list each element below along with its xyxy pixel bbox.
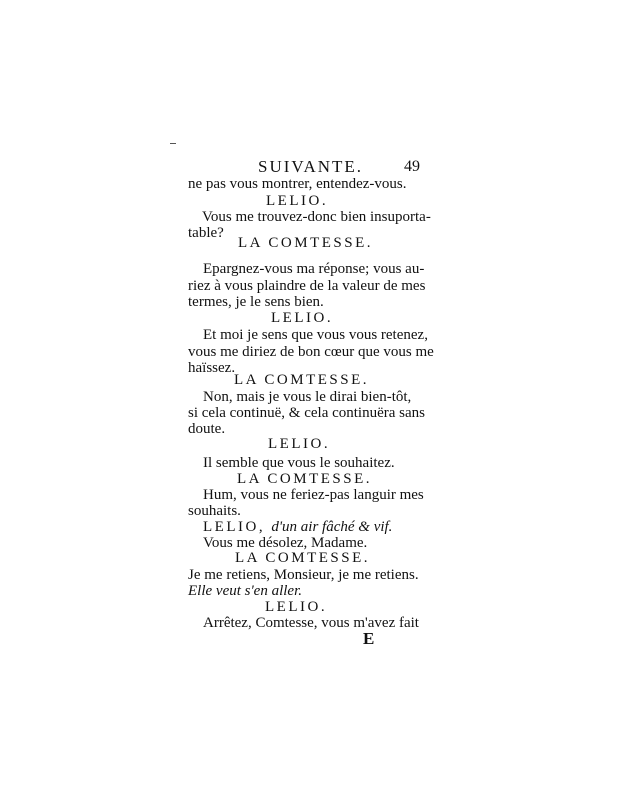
text-line: riez à vous plaindre de la valeur de mes [188,278,426,294]
text-line: ne pas vous montrer, entendez-vous. [188,176,407,192]
stage-direction: d'un air fâché & vif. [271,519,393,535]
speaker-name: LELIO. [268,436,331,452]
text-line: Hum, vous ne feriez-pas languir mes [203,487,424,503]
speaker-name: LELIO. [265,599,328,615]
margin-mark [170,143,176,144]
speaker-name: LELIO, [203,519,272,535]
text-line: vous me diriez de bon cœur que vous me [188,344,434,360]
running-head: SUIVANTE. [258,157,364,176]
text-line: Epargnez-vous ma réponse; vous au- [203,261,425,277]
text-line: Non, mais je vous le dirai bien-tôt, [203,389,412,405]
speaker-name: LELIO. [271,310,334,326]
text-line: Je me retiens, Monsieur, je me retiens. [188,567,419,583]
signature-mark: E [363,629,375,648]
text-line: Vous me désolez, Madame. [203,535,368,551]
speaker-name: LA COMTESSE. [237,471,373,487]
speaker-name: LELIO. [266,193,329,209]
text-line: table? [188,225,224,241]
speaker-name: LA COMTESSE. [238,235,374,251]
text-line: doute. [188,421,226,437]
stage-direction: Elle veut s'en aller. [188,583,303,599]
page-number: 49 [404,158,420,175]
text-line: si cela continuë, & cela continuëra sans [188,405,425,421]
text-line: souhaits. [188,503,241,519]
text-line: termes, je le sens bien. [188,294,324,310]
text-line: Arrêtez, Comtesse, vous m'avez fait [203,615,419,631]
speaker-name: LA COMTESSE. [235,550,371,566]
text-line: Et moi je sens que vous vous retenez, [203,327,428,343]
text-line: Vous me trouvez-donc bien insuporta- [202,209,431,225]
text-line: haïssez. [188,360,236,376]
speaker-name: LA COMTESSE. [234,372,370,388]
text-line: Il semble que vous le souhaitez. [203,455,395,471]
